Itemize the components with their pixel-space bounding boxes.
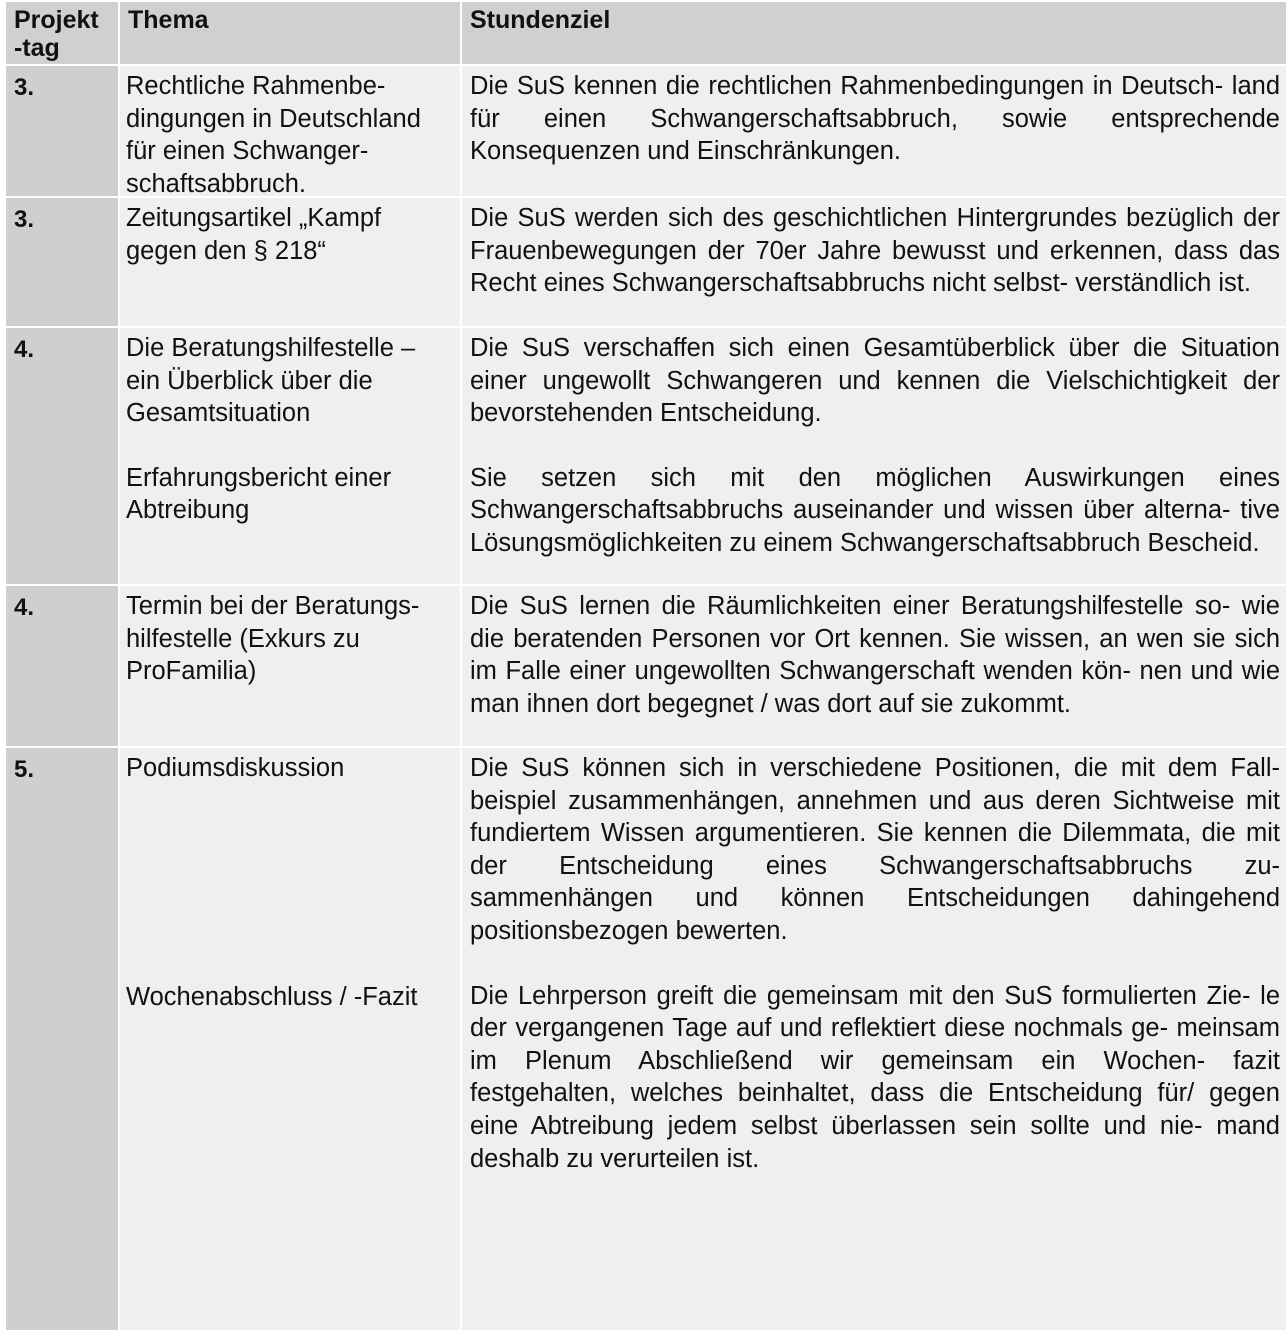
row-1-day: 3. (6, 66, 118, 196)
header-lesson-goal: Stundenziel (462, 2, 1286, 64)
row-4-goal (462, 586, 1286, 746)
header-project-day: Projekt -tag (6, 2, 118, 64)
row-3-goal (462, 328, 1286, 584)
goal-text: Sie setzen sich mit den möglichen Auswirkungen eines Schwangerschaftsabbruchs auseinander und wissen über alterna- tive Lösungsmöglichkeiten zu einem Schwangerschaftsabbruch Bescheid. (470, 463, 1280, 557)
topic-text: Termin bei der Beratungs- hilfestelle (Exkurs zu ProFamilia) (126, 592, 420, 686)
topic-text: Podiumsdiskussion (126, 754, 345, 782)
row-2-goal (462, 198, 1286, 326)
goal-text: Die SuS verschaffen sich einen Gesamtüberblick über die Situation einer ungewollt Schwangeren und kennen die Vielschichtigkeit der bevorstehenden Entscheidung. (470, 334, 1280, 428)
row-3-day: 4. (6, 328, 118, 584)
header-topic: Thema (120, 2, 460, 64)
topic-text: Rechtliche Rahmenbe- dingungen in Deutschland für einen Schwanger- schaftsabbruch. (126, 72, 421, 198)
topic-text: Zeitungsartikel „Kampf gegen den § 218“ (126, 204, 382, 265)
row-3-topic (120, 328, 460, 584)
row-5-goal (462, 748, 1286, 1330)
goal-text: Die SuS können sich in verschiedene Positionen, die mit dem Fall- beispiel zusammenhängen, annehmen und aus deren Sichtweise mit fundiertem Wissen argumentieren. Sie kennen die Dilemmata, die mit der Entscheidung eines Schwangerschaftsabbruchs zu- sammenhängen und können Entscheidungen dahingehend positionsbezogen bewerten. (470, 754, 1280, 945)
row-2-day: 3. (6, 198, 118, 326)
goal-text: Die SuS werden sich des geschichtlichen Hintergrundes bezüglich der Frauenbewegungen der 70er Jahre bewusst und erkennen, dass das Recht eines Schwangerschaftsabbruchs nicht selbst- verständlich ist. (470, 204, 1280, 298)
row-5-topic (120, 748, 460, 1330)
row-2-topic (120, 198, 460, 326)
topic-text: Die Beratungshilfestelle – ein Überblick über die Gesamtsituation (126, 334, 416, 428)
lesson-plan-table (6, 2, 1286, 1330)
goal-text: Die SuS lernen die Räumlichkeiten einer Beratungshilfestelle so- wie die beratenden Personen vor Ort kennen. Sie wissen, an wen sie sich im Falle einer ungewollten Schwangerschaft wenden kön- nen und wie man ihnen dort begegnet / was dort auf sie zukommt. (470, 592, 1280, 718)
row-4-day: 4. (6, 586, 118, 746)
topic-text: Erfahrungsbericht einer Abtreibung (126, 463, 392, 525)
row-1-topic (120, 66, 460, 196)
row-1-goal (462, 66, 1286, 196)
goal-text: Die SuS kennen die rechtlichen Rahmenbedingungen in Deutsch- land für einen Schwangerschaftsabbruch, sowie entsprechende Konsequenzen und Einschränkungen. (470, 72, 1280, 166)
row-4-topic (120, 586, 460, 746)
row-5-day: 5. (6, 748, 118, 1330)
goal-text: Die Lehrperson greift die gemeinsam mit den SuS formulierten Zie- le der vergangenen Tage auf und reflektiert diese nochmals ge- meinsam im Plenum Abschließend wir gemeinsam ein Wochen- fazit festgehalten, welches beinhaltet, dass die Entscheidung für/ gegen eine Abtreibung jedem selbst überlassen sein sollte und nie- mand deshalb zu verurteilen ist. (470, 981, 1280, 1173)
topic-text: Wochenabschluss / -Fazit (126, 982, 418, 1011)
